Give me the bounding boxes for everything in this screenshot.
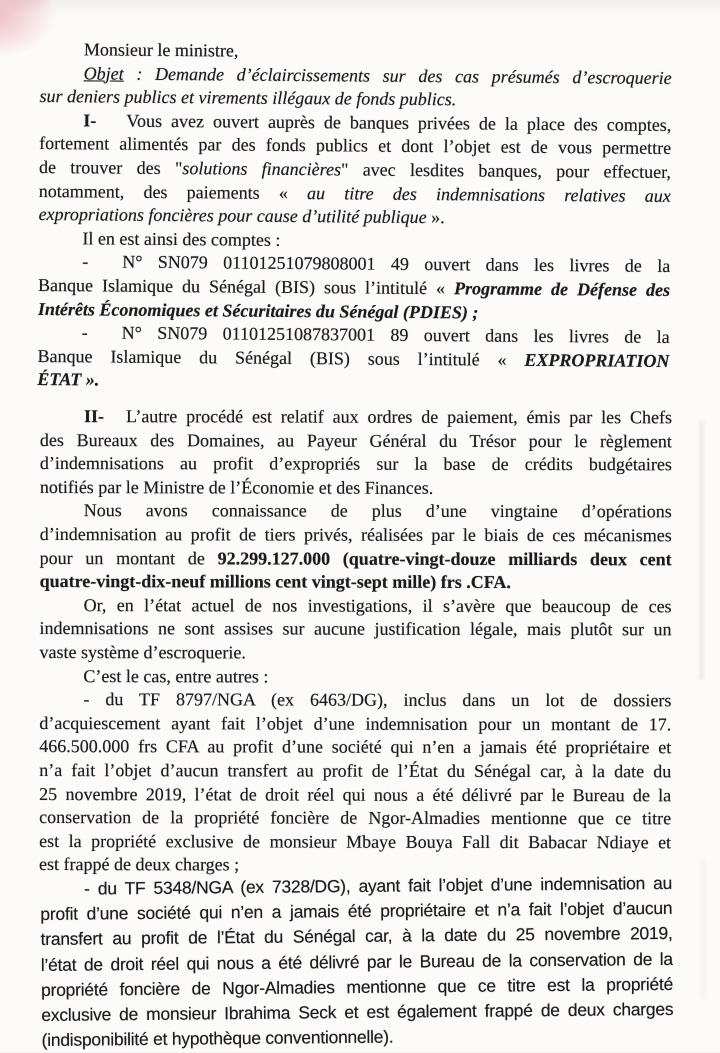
text-run: fortement alimentés par des fonds publics et dont l’objet est de vous permettre bbox=[39, 133, 672, 159]
text-line bbox=[39, 641, 671, 666]
text-run: d’indemnisations au profit d’expropriés sur la base de crédits budgétaires bbox=[39, 453, 672, 475]
text-run: 466.500.000 frs CFA au profit d’une société qui n’en a jamais été propriétaire et bbox=[39, 736, 672, 758]
text-line bbox=[41, 1022, 673, 1053]
text-line bbox=[39, 759, 671, 784]
paragraph-cas-tf-5348 bbox=[40, 871, 674, 1053]
text-line bbox=[40, 405, 672, 430]
spacer bbox=[88, 267, 122, 268]
page-fold-shadow-lower bbox=[700, 860, 706, 1000]
text-run: indemnisations ne sont assises sur aucune justification légale, mais plutôt sur un bbox=[39, 618, 672, 640]
paragraph-point-2-ordres-de-paiement bbox=[40, 405, 672, 501]
text-run: " avec lesdites banques, pour effectuer, bbox=[340, 159, 672, 182]
text-run: notamment, des paiements « bbox=[38, 180, 308, 203]
text-run: pour un montant de bbox=[39, 547, 218, 568]
text-line bbox=[40, 570, 672, 595]
text-line bbox=[37, 368, 669, 397]
text-run: solutions financières bbox=[182, 158, 342, 180]
text-run: Nous avons connaissance de plus d’une vingtaine d’opérations bbox=[83, 500, 672, 522]
text-line bbox=[40, 617, 672, 642]
text-line bbox=[40, 476, 672, 501]
text-run: (indisponibilité et hypothèque conventionnelle). bbox=[41, 1026, 394, 1050]
paragraph-objet bbox=[39, 62, 671, 114]
text-run: est frappé de deux charges ; bbox=[39, 854, 240, 875]
text-run: - bbox=[82, 251, 89, 272]
text-line bbox=[40, 594, 672, 619]
text-run: l’état de droit réel qui nous a été délivré par le Bureau de la conservation de la bbox=[40, 948, 673, 975]
text-line bbox=[39, 830, 671, 855]
text-run: C’est le cas, entre autres : bbox=[83, 665, 269, 686]
paragraph-montant-global bbox=[40, 499, 672, 595]
text-run: profit d’une société qui n’en a jamais été propriétaire et n’a fait l’objet d’aucun bbox=[40, 897, 673, 924]
paragraph-constat-escroquerie bbox=[39, 594, 671, 666]
text-run: notifiés par le Ministre de l’Économie et des Finances. bbox=[39, 476, 434, 498]
spacer bbox=[104, 421, 126, 422]
text-run: - du TF 8797/NGA (ex 6463/DG), inclus dans un lot de dossiers bbox=[83, 689, 672, 711]
text-run: d’indemnisation au profit de tiers privés, réalisées par le biais de ces mécanismes bbox=[39, 523, 672, 546]
text-run: I- bbox=[83, 110, 97, 131]
text-line bbox=[40, 428, 672, 453]
text-line bbox=[39, 806, 671, 831]
text-run: EXPROPRIATION bbox=[524, 349, 670, 371]
spacer bbox=[96, 125, 126, 126]
text-line bbox=[40, 523, 672, 548]
text-run: quatre-vingt-dix-neuf millions cent vingt-sept mille) frs .CFA. bbox=[39, 571, 511, 593]
text-run: Il en est ainsi des comptes : bbox=[82, 228, 281, 250]
page-fold-shadow bbox=[698, 420, 705, 680]
text-run: : Demande d’éclaircissements sur des cas présumés d’escroquerie bbox=[123, 63, 672, 88]
text-run: Or, en l’état actuel de nos investigations, il s’avère que beaucoup de ces bbox=[83, 594, 672, 616]
text-run: ÉTAT ». bbox=[37, 369, 100, 390]
text-run: conservation de la propriété foncière de Ngor-Almadies mentionne que ce titre bbox=[39, 806, 672, 829]
paragraph-cas-intro bbox=[39, 664, 671, 689]
text-line bbox=[39, 664, 671, 689]
text-run: II- bbox=[83, 405, 105, 427]
text-run: L’autre procédé est relatif aux ordres de paiement, émis par les Chefs bbox=[125, 406, 672, 428]
text-run: N° SN079 01101251079808001 49 ouvert dans les livres de la bbox=[122, 251, 671, 277]
text-run: des Bureaux des Domaines, au Payeur Général du Trésor pour le règlement bbox=[39, 429, 672, 451]
text-line bbox=[39, 688, 671, 713]
text-line bbox=[40, 546, 672, 571]
text-run: transfert au profit de l’État du Sénégal car, à la date du 25 novembre 2019, bbox=[40, 923, 673, 950]
letter-section-3 bbox=[40, 871, 674, 1053]
paragraph-cas-tf-8797 bbox=[39, 688, 671, 878]
text-run: expropriations foncières pour cause d’utilité publique bbox=[38, 204, 427, 228]
text-run: sur deniers publics et virements illégaux de fonds publics. bbox=[39, 86, 457, 110]
text-run: Objet bbox=[83, 62, 124, 84]
text-run: - du TF 5348/NGA (ex 7328/DG), ayant fait l’objet d’une indemnisation au bbox=[84, 872, 673, 899]
text-run: Intérêts Économiques et Sécuritaires du Sénégal (PDIES) ; bbox=[37, 298, 479, 322]
text-run: Monsieur le ministre, bbox=[83, 39, 239, 61]
text-run: n’a fait l’objet d’aucun transfert au profit de l’État du Sénégal car, à la date du bbox=[39, 759, 672, 782]
text-run: Banque Islamique du Sénégal (BIS) sous l’intitulé « bbox=[37, 345, 525, 370]
paragraph-point-1-comptes-bancaires bbox=[39, 109, 672, 232]
text-run: est la propriété exclusive de monsieur Mbaye Bouya Fall dit Babacar Ndiaye et bbox=[39, 830, 672, 852]
text-run: ». bbox=[426, 207, 445, 228]
text-run: vaste système d’escroquerie. bbox=[39, 641, 246, 663]
text-run: - bbox=[81, 322, 88, 343]
paragraph-compte-expropriation-etat bbox=[37, 321, 670, 397]
text-run: 92.299.127.000 (quatre-vingt-douze milliards deux cent bbox=[217, 547, 672, 569]
text-run: exclusive de monsieur Ibrahima Seck et est également frappé de deux charges bbox=[41, 998, 674, 1025]
text-run: Banque Islamique du Sénégal (BIS) sous l’intitulé « bbox=[37, 274, 455, 299]
text-run: de trouver des " bbox=[38, 156, 183, 179]
text-run: propriété foncière de Ngor-Almadies mentionne que ce titre est la propriété bbox=[40, 973, 674, 1000]
text-run: au titre des indemnisations relatives aux bbox=[307, 182, 671, 206]
text-line bbox=[40, 452, 672, 477]
text-run: Vous avez ouvert auprès de banques privées de la place des comptes, bbox=[126, 110, 672, 135]
paragraph-compte-pdies bbox=[38, 250, 671, 326]
text-line bbox=[39, 782, 671, 807]
text-line bbox=[39, 735, 671, 760]
text-run: 25 novembre 2019, l’état de droit réel qui nous a été délivré par le Bureau de la bbox=[39, 783, 672, 805]
letter-content bbox=[37, 38, 674, 1053]
text-run: d’acquiescement ayant fait l’objet d’une indemnisation pour un montant de 17. bbox=[39, 712, 672, 734]
letter-section-1 bbox=[37, 38, 672, 397]
spacer bbox=[88, 338, 122, 339]
text-line bbox=[40, 499, 672, 524]
text-run: N° SN079 01101251087837001 89 ouvert dans les livres de la bbox=[121, 322, 670, 348]
text-run: Programme de Défense des bbox=[453, 278, 671, 300]
letter-section-2 bbox=[39, 405, 672, 878]
text-line bbox=[39, 712, 671, 737]
